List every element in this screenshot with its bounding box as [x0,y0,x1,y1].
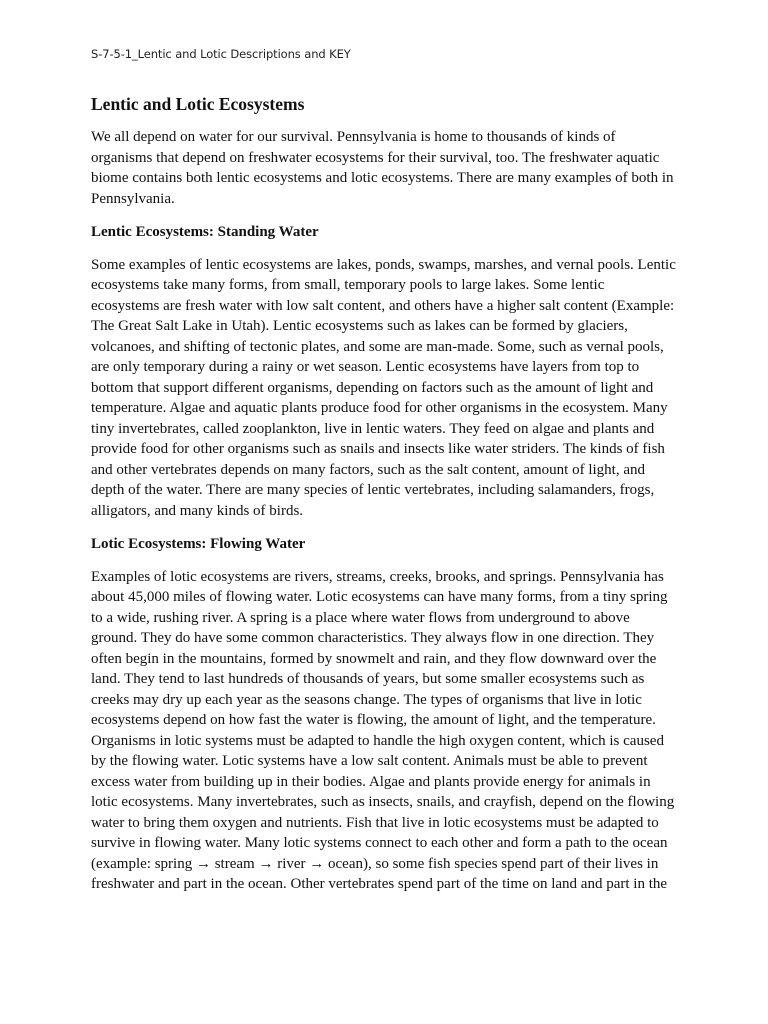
paragraph-line: temperature. Algae and aquatic plants produce food for other organisms in the ecosystem. Many [91,400,668,416]
paragraph-line: Some examples of lentic ecosystems are lakes, ponds, swamps, marshes, and vernal pools. Lentic [91,256,676,273]
paragraph-line: organisms that depend on freshwater ecosystems for their survival, too. The freshwater aquatic [91,149,660,166]
paragraph-line: biome contains both lentic ecosystems and lotic ecosystems. There are many examples of both in [91,170,674,186]
paragraph-line: We all depend on water for our survival. Pennsylvania is home to thousands of kinds of [91,129,616,145]
paragraph-line: about 45,000 miles of flowing water. Lotic ecosystems can have many forms, from a tiny spring [91,589,668,605]
paragraph-line: depth of the water. There are many species of lentic vertebrates, including salamanders, frogs, [91,482,655,498]
paragraph-line: are only temporary during a rainy or wet season. Lentic ecosystems have layers from top to [91,359,640,375]
paragraph-line: lotic ecosystems. Many invertebrates, such as insects, snails, and crayfish, depend on the flowing [91,794,675,810]
paragraph-line: often begin in the mountains, formed by snowmelt and rain, and they flow downward over the [91,650,657,667]
paragraph-line: alligators, and many kinds of birds. [91,502,304,519]
document-title: Lentic and Lotic Ecosystems [91,94,305,114]
paragraph-line: to a wide, rushing river. A spring is a place where water flows from underground to above [91,609,630,626]
paragraph-line: Pennsylvania. [91,190,175,207]
paragraph-line: volcanoes, and shifting of tectonic plates, and some are man-made. Some, such as vernal pools, [91,338,664,355]
paragraph-line: water to bring them oxygen and nutrients. Fish that live in lotic ecosystems must be adapted to [91,814,659,831]
intro-paragraph [91,127,681,209]
paragraph-line: excess water from building up in their bodies. Algae and plants provide energy for animals in [91,773,651,790]
paragraph-line: ecosystems are fresh water with low salt content, and others have a higher salt content (Example: [91,297,675,314]
lotic-heading: Lotic Ecosystems: Flowing Water [91,535,306,552]
paragraph-line: ecosystems depend on how fast the water is flowing, the amount of light, and the temperature. [91,712,656,728]
paragraph-line: Examples of lotic ecosystems are rivers, streams, creeks, brooks, and springs. Pennsylvania has [91,568,664,585]
paragraph-line: freshwater and part in the ocean. Other vertebrates spend part of the time on land and part in the [91,876,668,892]
paragraph-line: bottom that support different organisms, depending on factors such as the amount of light and [91,379,654,396]
paragraph-line: creeks may dry up each year as the seasons change. The types of organisms that live in lotic [91,691,642,708]
lentic-paragraph [91,255,681,522]
paragraph-line: land. They tend to last hundreds of thousands of years, but some smaller ecosystems such as [91,671,645,687]
paragraph-line: The Great Salt Lake in Utah). Lentic ecosystems such as lakes can be formed by glaciers, [91,318,628,334]
paragraph-line: ground. They do have some common characteristics. They always flow in one direction. They [91,630,655,646]
lentic-heading: Lentic Ecosystems: Standing Water [91,223,319,240]
paragraph-line: by the flowing water. Lotic systems have a low salt content. Animals must be able to prevent [91,753,648,769]
running-header: S-7-5-1_Lentic and Lotic Descriptions and KEY [91,47,351,61]
paragraph-line: (example: spring → stream → river → ocean), so some fish species spend part of their lives in [91,855,659,872]
paragraph-line: Organisms in lotic systems must be adapted to handle the high oxygen content, which is caused [91,732,664,749]
lotic-paragraph [91,567,681,895]
paragraph-line: tiny invertebrates, called zooplankton, live in lentic waters. They feed on algae and plants and [91,420,655,437]
paragraph-line: and other vertebrates depends on many factors, such as the salt content, amount of light, and [91,461,646,478]
paragraph-line: survive in flowing water. Many lotic systems connect to each other and form a path to the ocean [91,835,668,851]
paragraph-line: ecosystems take many forms, from small, temporary pools to large lakes. Some lentic [91,277,605,293]
paragraph-line: provide food for other organisms such as snails and insects like water striders. The kinds of fish [91,441,665,457]
document-body [91,93,681,907]
